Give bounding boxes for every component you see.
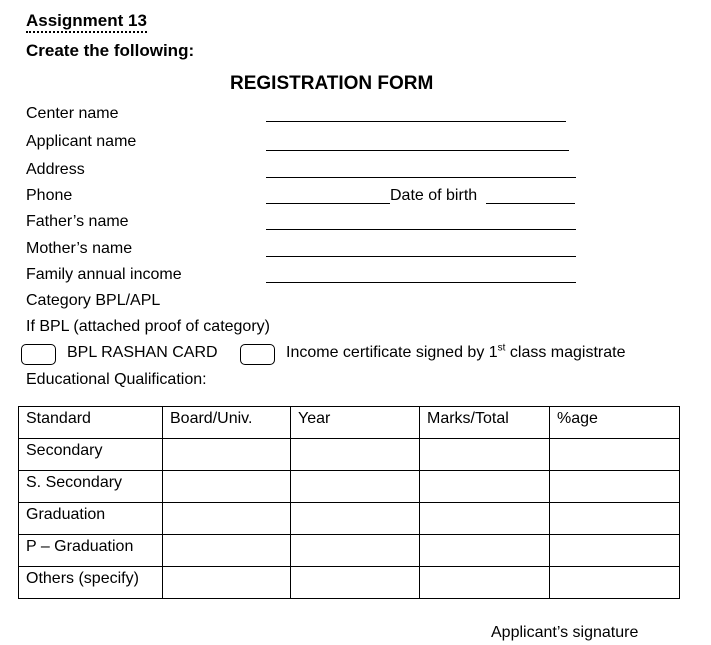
instruction-heading: Create the following: — [26, 41, 195, 60]
column-header: Marks/Total — [420, 407, 550, 439]
table-cell[interactable] — [163, 535, 291, 567]
bpl-card-checkbox[interactable] — [21, 344, 56, 365]
applicant-name-label: Applicant name — [26, 133, 137, 150]
table-row — [19, 567, 680, 599]
mothers-name-blank[interactable] — [266, 256, 576, 257]
table-cell[interactable] — [291, 535, 420, 567]
bpl-proof-note: If BPL (attached proof of category) — [26, 318, 270, 335]
table-row — [19, 503, 680, 535]
row-label: S. Secondary — [19, 471, 163, 503]
fathers-name-blank[interactable] — [266, 229, 576, 230]
column-header: %age — [550, 407, 680, 439]
education-label: Educational Qualification: — [26, 371, 207, 388]
table-row — [19, 439, 680, 471]
table-cell[interactable] — [420, 535, 550, 567]
mothers-name-label: Mother’s name — [26, 240, 133, 257]
table-cell[interactable] — [550, 503, 680, 535]
category-label: Category BPL/APL — [26, 292, 161, 309]
income-cert-ordinal: st — [497, 342, 506, 354]
fathers-name-label: Father’s name — [26, 213, 129, 230]
table-cell[interactable] — [550, 439, 680, 471]
table-cell[interactable] — [291, 439, 420, 471]
column-header: Board/Univ. — [163, 407, 291, 439]
table-cell[interactable] — [420, 439, 550, 471]
table-cell[interactable] — [550, 471, 680, 503]
table-cell[interactable] — [163, 567, 291, 599]
qualification-table — [18, 406, 680, 599]
table-cell[interactable] — [291, 503, 420, 535]
table-cell[interactable] — [291, 567, 420, 599]
table-header-row — [19, 407, 680, 439]
row-label: Graduation — [19, 503, 163, 535]
column-header: Standard — [19, 407, 163, 439]
income-cert-suffix: class magistrate — [505, 344, 626, 361]
date-of-birth-label: Date of birth — [390, 187, 478, 204]
date-of-birth-blank[interactable] — [486, 203, 575, 204]
family-income-blank[interactable] — [266, 282, 576, 283]
address-label: Address — [26, 161, 85, 178]
table-cell[interactable] — [420, 471, 550, 503]
row-label: P – Graduation — [19, 535, 163, 567]
table-cell[interactable] — [420, 567, 550, 599]
applicant-signature-label: Applicant’s signature — [491, 624, 639, 641]
phone-blank[interactable] — [266, 203, 390, 204]
table-cell[interactable] — [163, 439, 291, 471]
bpl-card-label: BPL RASHAN CARD — [67, 344, 218, 361]
row-label: Others (specify) — [19, 567, 163, 599]
table-cell[interactable] — [550, 535, 680, 567]
income-cert-prefix: Income certificate signed by 1 — [286, 344, 498, 361]
income-cert-label — [286, 343, 626, 363]
table-row — [19, 535, 680, 567]
form-title: REGISTRATION FORM — [230, 73, 434, 94]
table-cell[interactable] — [420, 503, 550, 535]
center-name-label: Center name — [26, 105, 119, 122]
address-blank[interactable] — [266, 177, 576, 178]
income-cert-checkbox[interactable] — [240, 344, 275, 365]
table-cell[interactable] — [550, 567, 680, 599]
center-name-blank[interactable] — [266, 121, 566, 122]
applicant-name-blank[interactable] — [266, 150, 569, 151]
table-cell[interactable] — [163, 471, 291, 503]
table-cell[interactable] — [291, 471, 420, 503]
phone-label: Phone — [26, 187, 73, 204]
family-income-label: Family annual income — [26, 266, 182, 283]
table-row — [19, 471, 680, 503]
row-label: Secondary — [19, 439, 163, 471]
column-header: Year — [291, 407, 420, 439]
assignment-heading: Assignment 13 — [26, 11, 147, 33]
table-cell[interactable] — [163, 503, 291, 535]
